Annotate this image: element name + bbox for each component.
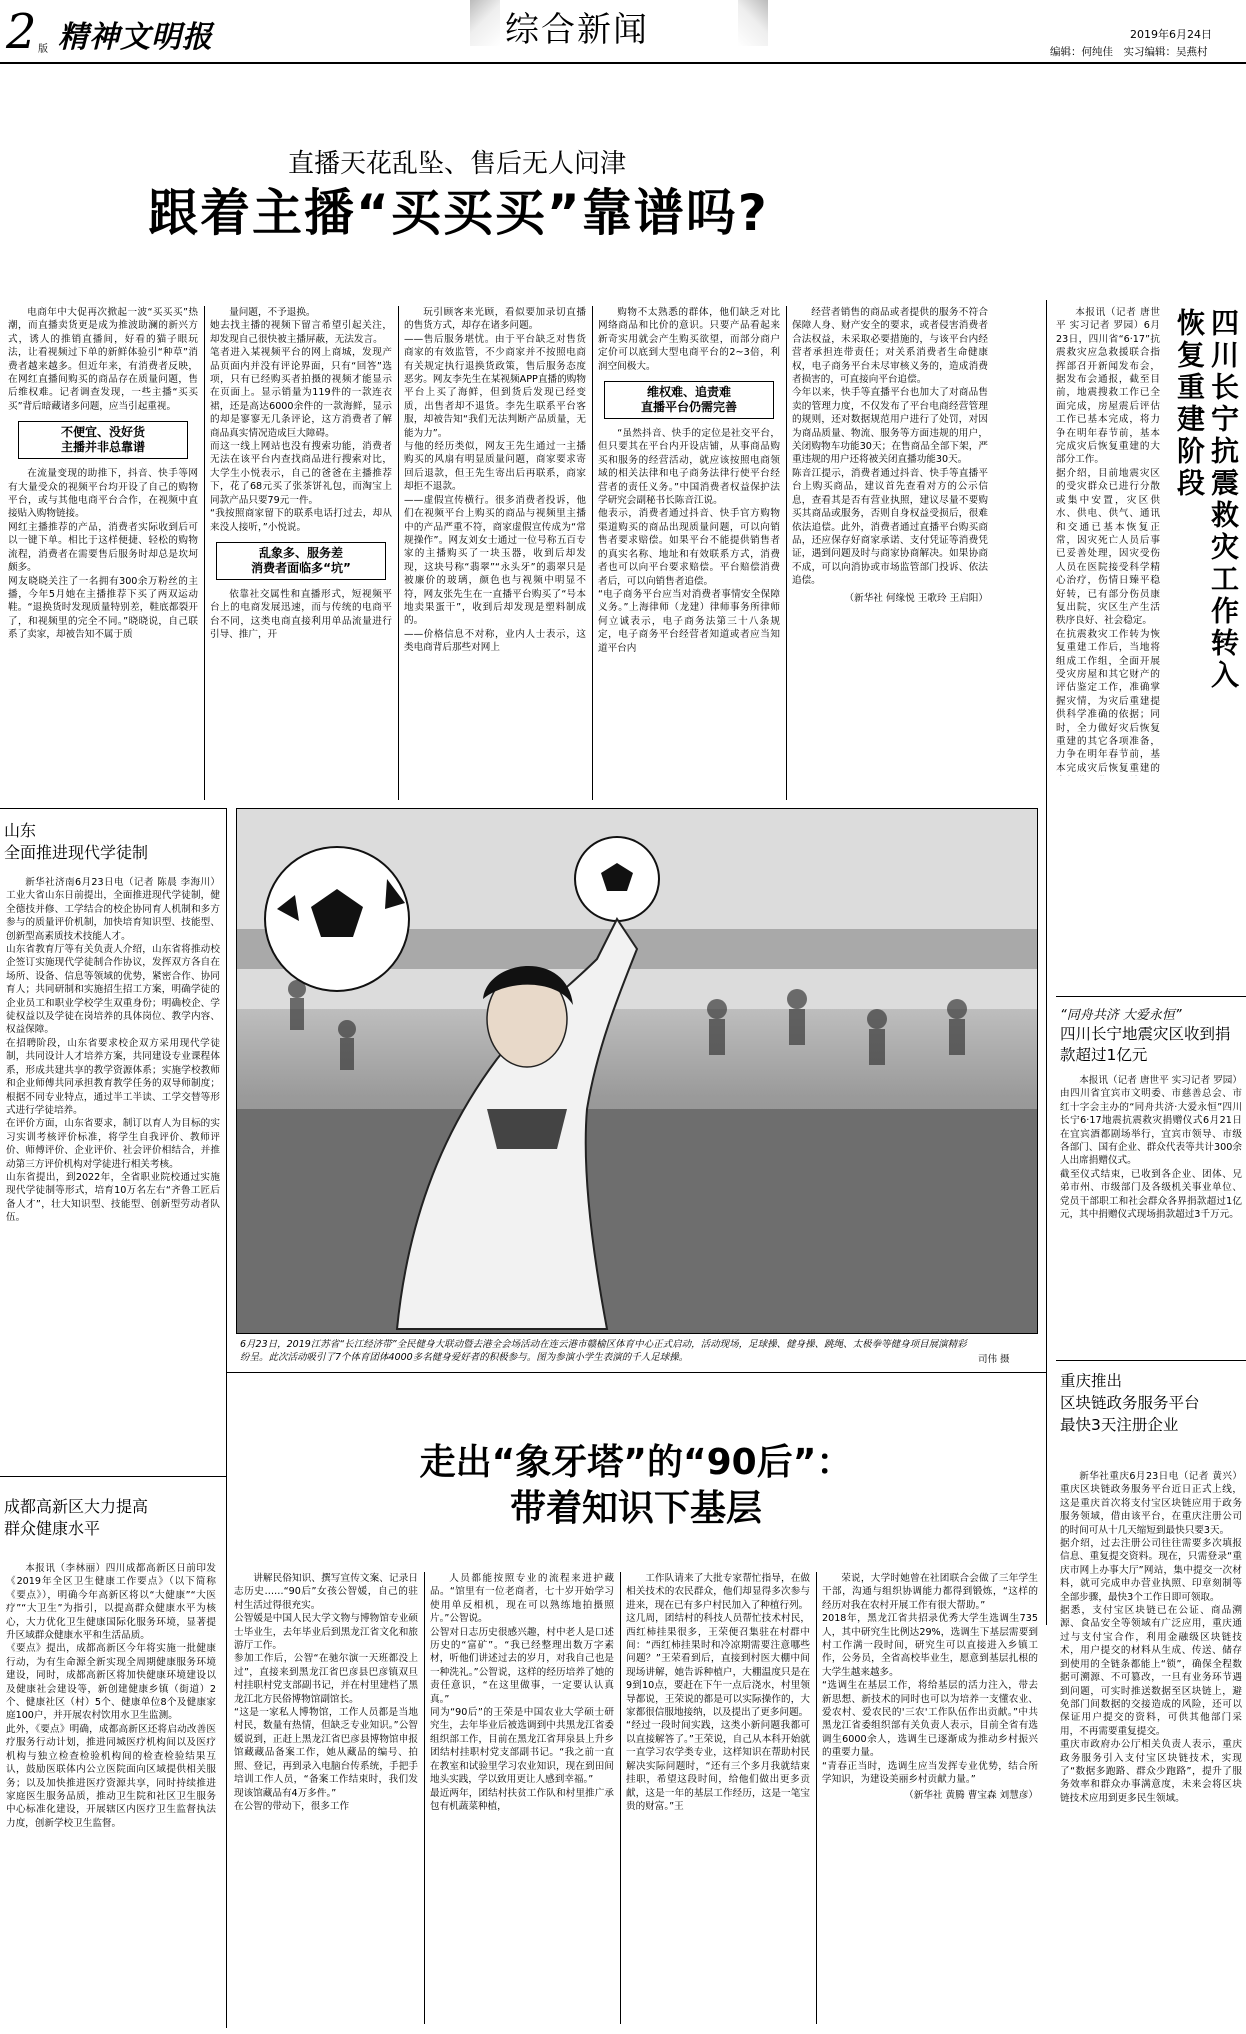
page-suffix: 版 xyxy=(38,44,48,55)
shandong-text: 新华社济南6月23日电（记者 陈晨 李海川）工业大省山东日前提出，全面推进现代学徒制，健全德技并修、工学结合的校企协同育人机制和多方参与的质量评价机制，加快培育知识型、技能型、创新型高素质技术技能人才。 山东省教育厅等有关负责人介绍，山东省将推动校企签订实施现代学徒制合作协议，发挥双方各自在场所、设备、信息等领域的优势，紧密合作、协同育人；共同研制和实施招生招工方案，明确学徒的企业员工和职业学校学生双重身份；明确校企、学徒权益以及学徒在岗培养的具体岗位、教学内容、权益保障。 在招聘阶段，山东省要求校企双方采用现代学徒制，共同设计人才培养方案，共同建设专业课程体系，形成共建共享的教学资源体系；实施学校教师和企业师傅共同承担教育教学任务的双导师制度；根据不同专业特点，通过半工半读、工学交替等形式进行学徒培养。 在评价方面，山东省要求，制订以育人为目标的实习实训考核评价标准，将学生自我评价、教师评价、师傅评价、企业评价、社会评价相结合，并推动第三方评价机构对学徒进行相关考核。 山东省提出，到2022年，全省职业院校通过实施现代学徒制等形式，培育10万名左右“齐鲁工匠后备人才”，壮大知识型、技能型、创新型劳动者队伍。 xyxy=(6,877,220,1224)
lead-text-4: 购物不太熟悉的群体，他们缺乏对比网络商品和比价的意识。只要产品看起来新奇实用就会产生购买欲望，而部分商户定价可以底到大型电商平台的2~3倍，利润空间极大。 xyxy=(598,307,780,372)
lead-text-5: 经营者销售的商品或者提供的服务不符合保障人身、财产安全的要求，或者侵害消费者合法权益，未采取必要措施的，与该平台内经营者承担连带责任；对关系消费者生命健康权，电子商务平台未尽审核义务的，造成消费者损害的，可直接向平台追偿。 今年以来，快手等直播平台也加大了对商品售卖的管理力度，不仅发布了平台电商经营管理的规则，还对数据规范用户进行了处罚，对因为商品质量、物流、服务等方面违规的用户，关闭购物车功能30天；在售商品全部下架，严重违规的用户还将被关闭直播功能30天。 陈音江提示，消费者通过抖音、快手等直播平台上购买商品，建议首先查看对方的公示信息，查看其是否有营业执照，建议尽量不要购买其商品或服务，否则自身权益受损后，很难依法追偿。此外，消费者通过直播平台购买商品，还应保存好商家承诺、支付凭证等消费凭证，遇到问题及时与商家协商解决。如果协商不成，可以向消协或市场监管部门投诉、依法追偿。 xyxy=(792,307,988,587)
chongqing-text: 新华社重庆6月23日电（记者 黄兴）重庆区块链政务服务平台近日正式上线，这是重庆首次将支付宝区块链应用于政务服务领域，借由该平台，在重庆注册公司的时间可从十几天缩短到最快只要3天。 据介绍，过去注册公司往往需要多次填报信息、重复提交资料。现在，只需登录“重庆市网上办事大厅”网站，集中提交一次材料，就可完成申办营业执照、印章刻制等全部步骤，最快3个工作日即可领取。 据悉，支付宝区块链已在公证、商品溯源、食品安全等领域有广泛应用，重庆通过与支付宝合作，利用金融级区块链技术，用户提交的材料从生成、传送、储存到使用的全链条都能上“锁”，确保全程数据可溯源、不可篡改，一旦有业务环节遇到问题，可实时推送数据至区块链上，避免部门间数据的交接造成的风险，还可以保证用户提交的资料，可供其他部门采用，不再需要重复提交。 重庆市政府办公厅相关负责人表示，重庆政务服务引入支付宝区块链技术，实现了“数据多跑路、群众少跑路”，提升了服务效率和群众办事满意度，未来会将区块链技术应用到更多民生领域。 xyxy=(1060,1471,1242,1804)
header-fold-left xyxy=(470,0,500,46)
editor-line: 编辑：何纯佳 实习编辑：吴燕村 xyxy=(1050,46,1208,58)
youth-text-4: 荣说，大学时她曾在社团联合会做了三年学生干部，沟通与组织协调能力都得到锻炼，“这样的经历对我在农村开展工作有很大帮助。” 2018年，黑龙江省共招录优秀大学生选调生735人，其中研究生比例达29%，选调生下基层需要到村工作满一段时间，研究生可以直接进入乡镇工作，公务员，全省高校毕业生，愿意到基层扎根的大学生越来越多。 “选调生在基层工作，将给基层的活力注入，带去新思想、新技术的同时也可以为培养一支懂农业、爱农村、爱农民的'三农'工作队伍作出贡献。”中共黑龙江省委组织部有关负责人表示，目前全省有选调生6000余人，选调生已逐渐成为推动乡村振兴的重要力量。 “青春正当时，选调生应当发挥专业优势，结合所学知识，为建设美丽乡村贡献力量。” xyxy=(822,1573,1038,1786)
header-fold-right xyxy=(738,0,768,46)
lead-kicker: 直播天花乱坠、售后无人问津 xyxy=(288,149,627,179)
lead-column-5 xyxy=(792,306,988,806)
page-number: 2 xyxy=(6,4,37,60)
sichuan-headline: 四川长宁抗震救灾工作转入恢复重建阶段 xyxy=(1173,308,1240,692)
lead-text-4b: “虽然抖音、快手的定位是社交平台，但只要其在平台内开设店铺，从事商品购买和服务的经营活动，就应该按照电商领域的相关法律和电子商务法律行使平台经营者的责任义务。”中国消费者权益保护法学研究会副秘书长陈音江说。 他表示，消费者通过抖音、快手官方购物渠道购买的商品出现质量问题，可以向销售者要求赔偿。如果平台不能提供销售者的真实名称、地址和有效联系方式，消费者也可以向平台要求赔偿。平台赔偿消费者后，可以向销售者追偿。 “电子商务平台应当对消费者事情安全保障义务。”上海律师（龙建）律师事务所律师何立诚表示，电子商务法第三十八条规定，电子商务平台经营者知道或者应当知道平台内 xyxy=(598,428,780,654)
lead-text-3: 玩引顾客来光顾，看似要加录切直播的售货方式，却存在诸多问题。 ——售后服务堪忧。由于平台缺乏对售货商家的有效监管，不少商家并不按照电商有关规定执行退换货政策，售后服务态度恶劣。网友李先生在某视频APP直播的购物平台上买了海鲜，但到货后发现已经变质，出售者却不退货。李先生联系平台客服，却被告知“我们无法判断产品质量，无能为力”。 与他的经历类似，网友王先生通过一主播购买的风扇有明显质量问题，商家要求寄回后退款，但王先生寄出后再联系，商家却拒不退款。 ——虚假宣传横行。很多消费者投诉，他们在视频平台上购买的商品与视频里主播中的产品严重不符，商家虚假宣传成为“常规操作”。网友刘女士通过一位号称五百专家的主播购买了一块玉器，收到后却发现，这块号称“翡翠”“永头牙”的翡翠只是被廉价的玻璃，颜色也与视频中明显不符，网友张先生在一直播平台购买了“号本地卖果蛋干”，收到后却发现是塑料制成的。 ——价格信息不对称，业内人士表示，这类电商背后那些对网上 xyxy=(404,307,586,654)
photo-credit: 司伟 摄 xyxy=(978,1354,1010,1365)
youth-text-1: 讲解民俗知识、撰写宣传文案、记录日志历史……“90后”女孩公智媛，自己的驻村生活过得很充实。 公智媛是中国人民大学文物与博物馆专业硕士毕业生，去年毕业后到黑龙江省文化和旅游厅工作。 参加工作后，公智“在驰尔演一天班都没上过”，直接来到黑龙江省巴彦县巴彦镇双旦村挂职村党支部副书记，并在村里建档了黑龙江北方民俗博物馆副馆长。 “这是一家私人博物馆，工作人员都是当地村民，数量有热情，但缺乏专业知识。”公智媛说到，正赶上黑龙江省巴彦县博物馆申报馆藏藏品备案工作，她从藏品的编号、拍照、登记，再到录入电脑台传系统，手把手培训工作人员，“备案工作结束时，我们发现该馆藏品有4万多件。” 在公智的带动下，很多工作 xyxy=(234,1573,418,1812)
chengdu-headline: 成都高新区大力提高 群众健康水平 xyxy=(4,1497,149,1538)
chengdu-body xyxy=(6,1562,216,2026)
shandong-body xyxy=(6,876,220,1448)
lead-byline: （新华社 何缘悦 王歌玲 王启阳） xyxy=(844,592,988,604)
chengdu-text: 本报讯（李林丽）四川成都高新区日前印发《2019年全区卫生健康工作要点》（以下简称《要点》），明确今年高新区将以“大健康”“大医疗”“大卫生”为指引，以提高群众健康水平为核心，大力优化卫生健康国际化服务环境，显著提升区域群众健康水平和生活品质。 《要点》提出，成都高新区今年将实施一批健康行动，为有生命源全新实现全周期健康服务环境建设，同时，成都高新区将加快健康环境建设以及健康社会建设等，新创建健康乡镇（街道）2个、健康社区（村）5个、健康单位8个及健康家庭100户，并开展农村饮用水卫生监测。 此外，《要点》明确，成都高新区还将启动改善医疗服务行动计划，推进同城医疗机构间以及医疗机构与独立检查检验机构间的检查检验结果互认，鼓励医联体内公立医院面向区域提供相关服务；以及加快推进医疗资源共享，同时持续推进家庭医生服务品质，推动卫生院和社区卫生服务中心标准化建设，开展辖区内医疗卫生监督执法力度，创新学校卫生监督。 xyxy=(6,1563,216,1829)
lead-text-2b: 依靠社交属性和直播形式，短视频平台上的电商发展迅速，而与传统的电商平台不同，这类电商直接利用单品流量进行引导、推广，开 xyxy=(210,588,392,641)
lead-column-3 xyxy=(404,306,586,806)
youth-text-3: 工作队请来了大批专家帮忙指导，在做相关技术的农民群众，他们却显得多次参与进来，现在已有多户村民加入了种植行列。 这几周，团结村的科技人员帮忙技术村民，西红柿挂果很多，王荣便召集驻在村群中间：“西红柿挂果时和冷凉期需要注意哪些问题？”王荣看到后，直接到村医大棚中间现场讲解，她告诉种植户，大棚温度只是在9到10点，要赶在下午一点后浇水，村里领导都说，王荣说的都是可以实际操作的，大家都很信服地接纳，以及提出了更多问题。 “经过一段时间实践，这类小新问题我都可以直接解答了。”王荣说，自己从本科开始就一直学习农学类专业，这样知识在帮助村民解决实际问题时，“还有三个多月我就结束挂职，希望这段时间，给他们做出更多贡献，这是一年的基层工作经历，这是一笔宝贵的财富。”王 xyxy=(626,1573,810,1812)
sichuan-text: 本报讯（记者 唐世平 实习记者 罗园）6月23日，四川省“6·17”抗震救灾应急救援联合指挥部召开新闻发布会，据发布会通报，截至目前，地震搜救工作已全面完成，房屋震后评估工作已基本完成，将力争在明年春节前，基本完成灾后恢复重建的大部分工作。 据介绍，目前地震灾区的受灾群众已进行分散或集中安置，灾区供水、供电、供气、通讯和交通已基本恢复正常，因灾死亡人员后事已妥善处理，因灾受伤人员在医院接受科学精心治疗，伤情日臻平稳好转，已有部分伤员康复出院，灾区生产生活秩序良好、社会稳定。 在抗震救灾工作转为恢复重建工作后，当地将组成工作组，全面开展受灾房屋和其它财产的评估鉴定工作，准确掌握灾情，为灾后重建提供科学准确的依据；同时，全力做好灾后恢复重建的其它各项准备，力争在明年春节前，基本完成灾后恢复重建的 xyxy=(1056,307,1160,774)
lead-intro: 电商年中大促再次掀起一波“买买买”热潮，而直播卖货更是成为推波助澜的新兴方式，诱人的推销直播间，好看的猫子眼玩法，让看视频过下单的新鲜体验引“种草”消费者越来越多。但近年来，有消费者反映，在网红直播间购买的商品存在质量问题，售后维权难。记者调查发现，一些主播“买买买”背后暗藏诸多问题，应当引起重视。 xyxy=(8,307,198,412)
chongqing-headline: 重庆推出 区块链政务服务平台 最快3天注册企业 xyxy=(1060,1372,1200,1434)
paper-name: 精神文明报 xyxy=(58,20,213,55)
donation-kicker: “同舟共济 大爱永恒” xyxy=(1060,1008,1182,1023)
youth-byline: （新华社 黄腾 曹宝森 刘慧彦） xyxy=(904,1789,1038,1801)
youth-column-3 xyxy=(626,1572,810,2026)
youth-headline: 走出“象牙塔”的“90后”： 带着知识下基层 xyxy=(419,1442,853,1529)
lead-column-1 xyxy=(8,306,198,806)
shandong-headline: 山东 全面推进现代学徒制 xyxy=(4,821,149,862)
issue-date: 2019年6月24日 xyxy=(1130,28,1212,41)
lead-column-4 xyxy=(598,306,780,806)
photo-caption: 6月23日，2019江苏省“长江经济带”全民健身大联动暨去港全会场活动在连云港市赣榆区体育中心正式启动，活动现场，足球操、健身操、跳绳、太极拳等健身项目展演精彩纷呈。此次活动吸引了7个体育团体4000多名健身爱好者的积极参与。图为参演小学生表演的千人足球操。 xyxy=(240,1339,967,1363)
lead-column-2 xyxy=(210,306,392,806)
lead-text-1b: 在流量变现的助推下，抖音、快手等网有大量受众的视频平台均开设了自己的购物平台，或与其他电商平台合作，在视频中直接贴入购物链接。 网红主播推荐的产品，消费者实际收到后可以一键下单。相比于这样便捷、轻松的购物流程，消费者在需要售后服务时却总是坎坷颇多。 网友晓晓关注了一名拥有300余万粉丝的主播，今年5月她在主播推荐下买了两双运动鞋。“退换货时发现质量特别差，鞋底都裂开了，和视频里的完全不同。”晓晓说，自己联系了卖家，却被告知不属于质 xyxy=(8,468,198,641)
sichuan-body-continued xyxy=(1056,776,1242,990)
lead-headline: 跟着主播“买买买”靠谱吗? xyxy=(148,184,769,242)
header-rule xyxy=(0,62,1246,64)
youth-column-2 xyxy=(430,1572,614,2026)
lead-text-2: 量问题，不予退换。 她去找主播的视频下留言希望引起关注，却发现自己很快被主播屏蔽，无法发言。 笔者进入某视频平台的网上商城，发现产品页面内并没有评论界面，只有“回答”选项，只有已经购买者拍摄的视频才能显示在页面上。显示销量为119件的一款连衣裙，还是高达6000余件的一款海鲜，显示的却是寥寥无几条评论，这方消费者了解商品真实情况造成巨大障碍。 而这一线上网站也没有搜索功能，消费者无法在该平台内查找商品进行搜索对比，大学生小悦表示，自己的爸爸在主播推荐下，花了68元买了张茶饼礼包，而淘宝上同款产品只要79元一件。 “我按照商家留下的联系电话打过去，却从来没人接听，”小悦说。 xyxy=(210,307,392,533)
photo-illustration xyxy=(237,809,1037,1333)
sichuan-body xyxy=(1056,306,1160,772)
lead-subhead-2: 乱象多、服务差 消费者面临多“坑” xyxy=(216,542,386,580)
news-photo xyxy=(236,808,1038,1334)
chongqing-body xyxy=(1060,1470,1242,2024)
youth-column-4 xyxy=(822,1572,1038,2026)
donation-text: 本报讯（记者 唐世平 实习记者 罗园）由四川省宜宾市文明委、市慈善总会、市红十字会主办的“同舟共济·大爱永恒”四川长宁6·17地震抗震救灾捐赠仪式6月21日在宜宾酒都剧场举行，宜宾市领导、市级各部门、国有企业、群众代表等共计300余人出席捐赠仪式。 截至仪式结束，已收到各企业、团体、兄弟市州、市级部门及各级机关事业单位、党员干部职工和社会群众各界捐款超过1亿元，其中捐赠仪式现场捐款超过3千万元。 xyxy=(1060,1075,1242,1221)
section-title: 综合新闻 xyxy=(505,10,649,50)
youth-column-1 xyxy=(234,1572,418,2026)
donation-body xyxy=(1060,1074,1242,1334)
donation-headline: 四川长宁地震灾区收到捐款超过1亿元 xyxy=(1060,1025,1231,1064)
lead-subhead-3: 维权难、追责难 直播平台仍需完善 xyxy=(604,381,774,419)
youth-text-2: 人员都能按照专业的流程来进护藏品。“馆里有一位老商者，七十岁开始学习使用单反相机，现在可以熟练地拍摄照片。”公智说。 公智对日志历史很感兴趣，村中老人是口述历史的“富矿”。“我已经整理出数万字素材，听他们讲述过去的岁月，对我自己也是一种洗礼。”公智说，这样的经历培养了她的责任意识，“在这里做事，一定要认认真真。” 同为“90后”的王荣是中国农业大学硕士研究生，去年毕业后被选调到中共黑龙江省委组织部工作，目前在黑龙江省拜泉县上升乡团结村挂职村党支部副书记。“我之前一直在教室和试验里学习农业知识，现在到田间地头实践，学以致用更让人感到幸福。” 最近两年，团结村扶贫工作队和村里推广承包有机蔬菜种植， xyxy=(430,1573,614,1812)
masthead xyxy=(0,0,1246,72)
lead-subhead-1: 不便宜、没好货 主播并非总靠谱 xyxy=(18,421,188,459)
